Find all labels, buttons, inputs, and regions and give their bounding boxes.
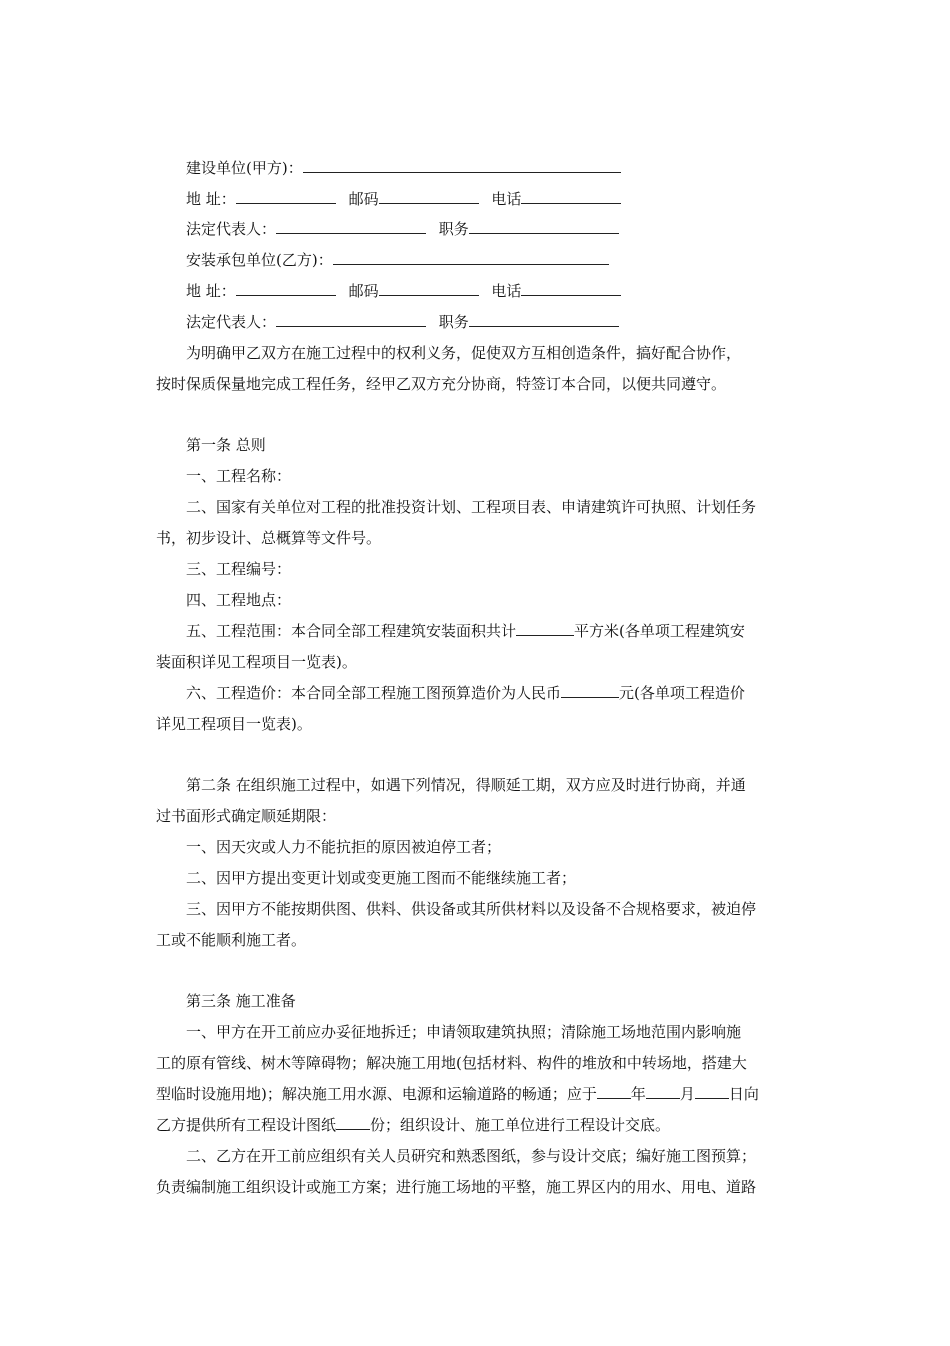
year-label: 年 [630,1085,646,1103]
article2-item2: 二、因甲方提出变更计划或变更施工图而不能继续施工者； [186,869,577,887]
legal-rep-label: 法定代表人： [186,313,277,331]
article3-item1-text-e: 乙方提供所有工程设计图纸 [156,1116,337,1134]
month-blank [646,1084,680,1099]
article3-item2-line2: 负责编制施工组织设计或施工方案；进行施工场地的平整，施工界区内的用水、用电、道路 [156,1178,757,1196]
postcode-blank [379,281,479,296]
legal-rep-row-b [186,312,619,332]
article3-title: 第三条 施工准备 [186,992,296,1010]
address-blank [236,189,336,204]
position-label: 职务 [438,313,469,331]
article3-item1-line3 [156,1084,759,1104]
article1-item6-text-b: 元(各单项工程造价 [619,684,745,702]
party-a-label: 建设单位(甲方)： [186,159,303,177]
intro-line-2: 按时保质保量地完成工程任务，经甲乙双方充分协商，特签订本合同，以便共同遵守。 [156,375,727,393]
position-blank [469,219,619,234]
article2-item3-line2: 工或不能顺利施工者。 [156,931,307,949]
article3-item1-line2: 工的原有管线、树木等障碍物；解决施工用地(包括材料、构件的堆放和中转场地，搭建大 [156,1054,747,1072]
party-a-blank [303,158,621,173]
article1-item1: 一、工程名称： [186,467,292,485]
article1-item2-line1: 二、国家有关单位对工程的批准投资计划、工程项目表、申请建筑许可执照、计划任务 [186,498,757,516]
copies-blank [336,1115,370,1130]
article2-item1: 一、因天灾或人力不能抗拒的原因被迫停工者； [186,838,502,856]
legal-rep-blank [276,312,426,327]
article3-item1-text-f: 份；组织设计、施工单位进行工程设计交底。 [370,1116,671,1134]
postcode-label: 邮码 [348,190,379,208]
article2-title-line1: 第二条 在组织施工过程中，如遇下列情况，得顺延工期，双方应及时进行协商，并通 [186,776,746,794]
position-blank [469,312,619,327]
article1-item5-text-a: 五、工程范围：本合同全部工程建筑安装面积共计 [186,622,517,640]
article1-title: 第一条 总则 [186,436,266,454]
article1-item5-text-b: 平方米(各单项工程建筑安 [574,622,745,640]
address-label: 地 址： [186,190,236,208]
article1-item5-line2: 装面积详见工程项目一览表)。 [156,653,357,671]
article1-item3: 三、工程编号： [186,560,292,578]
postcode-blank [379,189,479,204]
article1-item5-line1 [186,621,745,641]
address-label: 地 址： [186,282,236,300]
article1-item6-line2: 详见工程项目一览表)。 [156,715,312,733]
article3-item1-line4 [156,1115,670,1135]
article2-item3-line1: 三、因甲方不能按期供图、供料、供设备或其所供材料以及设备不合规格要求，被迫停 [186,900,757,918]
postcode-label: 邮码 [348,282,379,300]
area-blank [516,621,574,636]
phone-label: 电话 [491,282,522,300]
article3-item2-line1: 二、乙方在开工前应组织有关人员研究和熟悉图纸，参与设计交底；编好施工图预算； [186,1147,757,1165]
party-b-blank [333,250,609,265]
phone-label: 电话 [491,190,522,208]
article1-item4: 四、工程地点： [186,591,292,609]
article2-title-line2: 过书面形式确定顺延期限： [156,807,337,825]
day-blank [695,1084,729,1099]
month-label: 月 [679,1085,695,1103]
intro-line-1: 为明确甲乙双方在施工过程中的权利义务，促使双方互相创造条件，搞好配合协作， [186,344,742,362]
article1-item2-line2: 书，初步设计、总概算等文件号。 [156,529,382,547]
legal-rep-blank [276,219,426,234]
address-blank [236,281,336,296]
address-row-a [186,189,621,209]
party-b-label: 安装承包单位(乙方)： [186,251,333,269]
article1-item6-text-a: 六、工程造价：本合同全部工程施工图预算造价为人民币 [186,684,562,702]
year-blank [597,1084,631,1099]
legal-rep-row-a [186,219,619,239]
legal-rep-label: 法定代表人： [186,220,277,238]
party-a-row [186,158,621,178]
phone-blank [521,189,621,204]
address-row-b [186,281,621,301]
article3-item1-line1: 一、甲方在开工前应办妥征地拆迁；申请领取建筑执照；清除施工场地范围内影响施 [186,1023,742,1041]
party-b-row [186,250,609,270]
position-label: 职务 [438,220,469,238]
day-label: 日向 [728,1085,759,1103]
article1-item6-line1 [186,683,745,703]
article3-item1-text-a: 型临时设施用地)；解决施工用水源、电源和运输道路的畅通；应于 [156,1085,597,1103]
phone-blank [521,281,621,296]
price-blank [561,683,619,698]
